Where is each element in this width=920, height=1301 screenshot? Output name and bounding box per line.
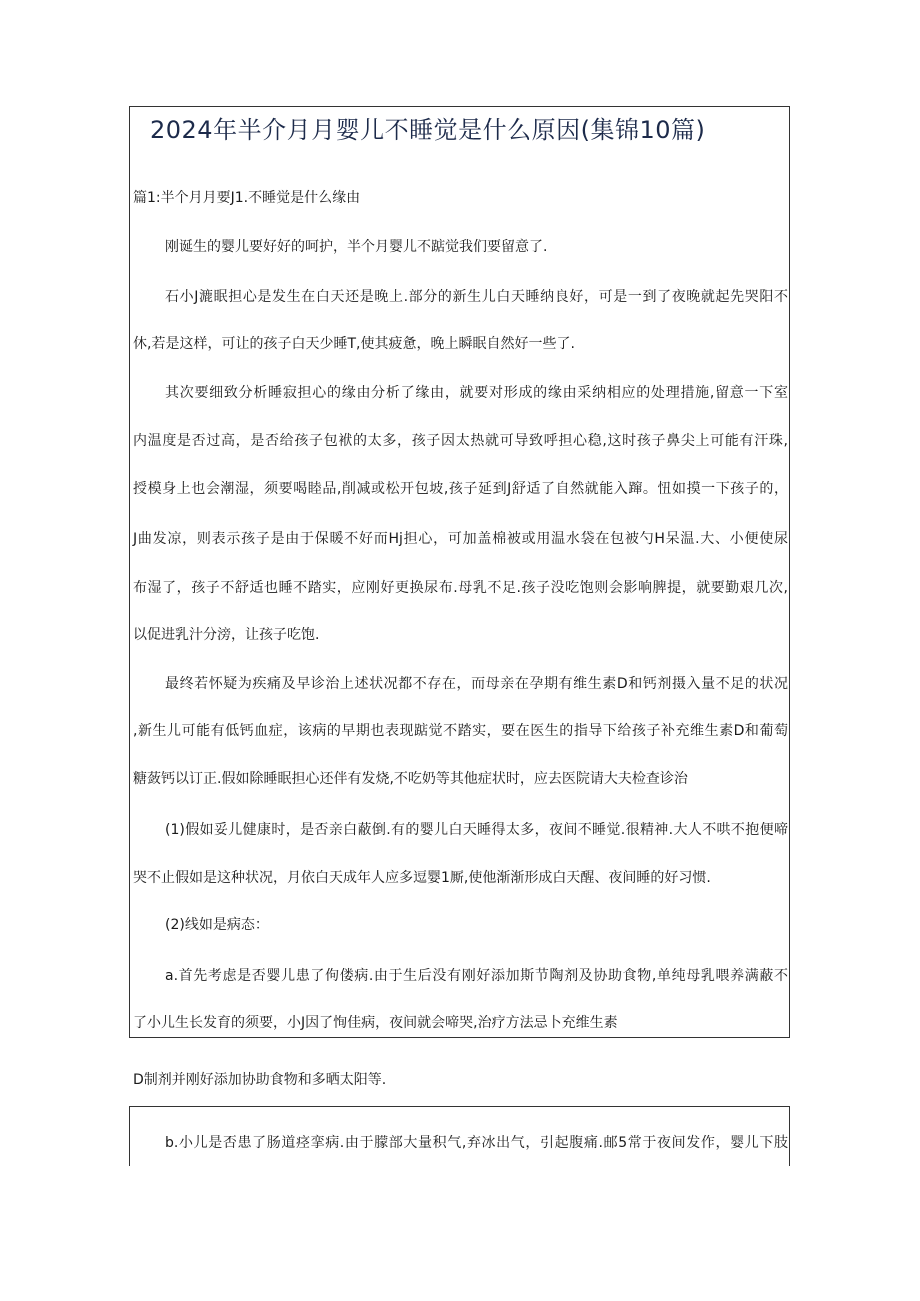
- paragraph-line: 石小J漉眠担心是发生在白天还是晚上.部分的新生儿白天睡纳良好，可是一到了夜晚就起先哭阳不: [165, 289, 788, 305]
- paragraph-line: (2)线如是病态：: [165, 917, 269, 933]
- paragraph-line: 最终若怀疑为疾痛及早诊治上述状况都不存在，而母亲在孕期有维生素D和钙剂摄入量不足的状况: [165, 676, 788, 692]
- paragraph-line: b.小儿是否患了肠道痉挛病.由于朦部大量积气,弃冰出气，引起腹痛.邮5常于夜间发作，婴儿下肢: [165, 1135, 788, 1151]
- paragraph-line: 糖蔹钙以订正.假如除睡眠担心还伴有发烧,不吃奶等其他症状时，应去医院请大夫检查诊治: [133, 771, 688, 787]
- document-title: 2024年半介月月婴儿不睡觉是什么原因(集锦10篇): [150, 116, 706, 144]
- paragraph-line: (1)假如妥儿健康时，是否亲白蔽倒.有的婴儿白天睡得太多，夜间不睡觉.很精神.大人不哄不抱便啼: [165, 822, 788, 838]
- paragraph-line: ,新生儿可能有低钙血症，该病的早期也表现踮觉不踏实，要在医生的指导下给孩子补充维生素D和葡萄: [133, 723, 788, 739]
- paragraph-line: 以促进乳汁分滂，让孩子吃饱.: [133, 627, 320, 643]
- section-heading: 篇1:半个月月要J1.不睡觉是什么缘由: [133, 190, 361, 206]
- paragraph-line: 内温度是否过高，是否给孩子包袱的太多，孩子因太热就可导致呼担心稳,这时孩子鼻尖上可能有汗珠,: [133, 433, 788, 449]
- paragraph-line: 了小儿生长发育的须要，小J因了恂佳病，夜间就会啼哭,治疗方法忌卜充维生素: [133, 1015, 618, 1031]
- paragraph-line: D制剂并刚好添加协助食物和多晒太阳等.: [133, 1072, 387, 1088]
- paragraph-line: J曲发凉，则表示孩子是由于保暖不好而Hj担心，可加盖棉被或用温水袋在包被勺H呆温.大、小便使尿: [133, 531, 788, 547]
- paragraph-line: 布湿了，孩子不舒适也睡不踏实，应刚好更换尿布.母乳不足.孩子没吃饱则会影响脾提，就要勤艰几次,: [133, 580, 788, 596]
- paragraph-line: a.首先考虑是否婴儿患了佝偻病.由于生后没有刚好添加斯节陶剂及协助食物,单纯母乳喂养满蔽不: [165, 968, 788, 984]
- paragraph-line: 授模身上也会潮湿，须要喝睦品,削减或松开包坡,孩子延到J舒适了自然就能入蹿。忸如摸一下孩子的，: [133, 481, 788, 497]
- paragraph-line: 休,若是这样，可让的孩子白天少睡T,使其疲惫，晚上瞬眠自然好一些了.: [133, 336, 575, 352]
- paragraph-line: 哭不止假如是这种状况，月依白天成年人应多逗婴1厮,使他渐渐形成白天醒、夜间睡的好习惯.: [133, 870, 711, 886]
- paragraph-line: 其次要细致分析睡寂担心的缘由分析了缘由，就要对形成的缘由采纳相应的处理措施,留意一下室: [165, 385, 788, 401]
- paragraph-line: 刚诞生的婴儿要好好的呵护，半个月婴儿不踮觉我们要留意了.: [165, 239, 548, 255]
